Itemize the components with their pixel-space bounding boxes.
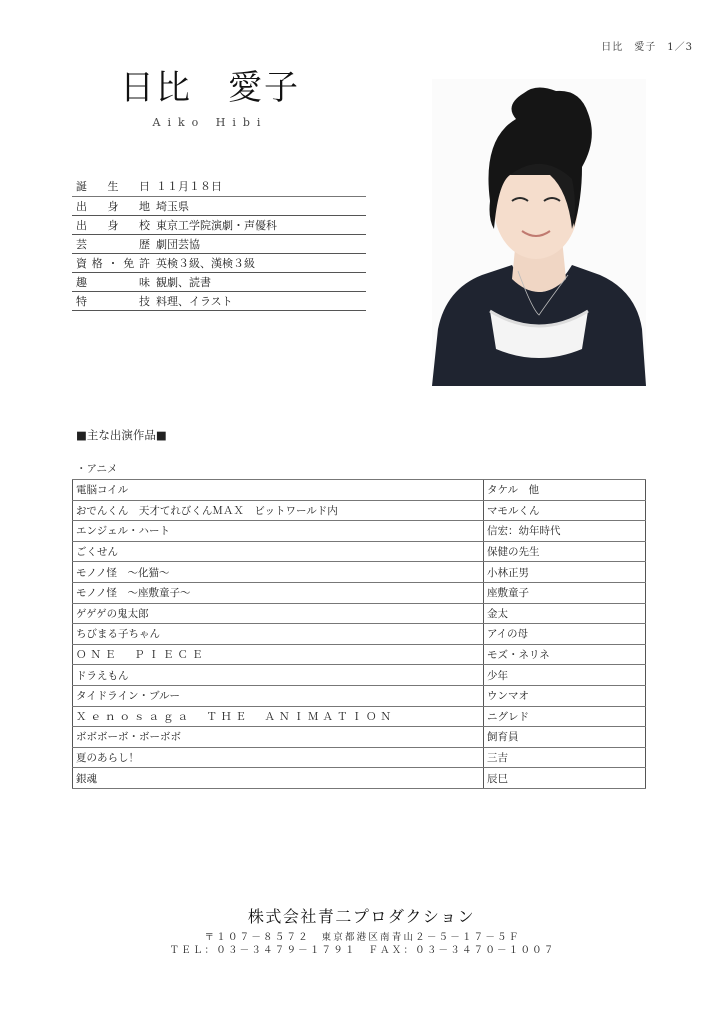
page-header (593, 27, 693, 53)
table-row (73, 480, 646, 501)
table-row (73, 706, 646, 727)
profile-label: 芸歴 (76, 237, 150, 251)
profile-row-school (72, 215, 366, 234)
table-row (73, 582, 646, 603)
profile-label: 出身地 (76, 199, 150, 213)
name-japanese: 日比 愛子 (120, 68, 300, 108)
work-role: 金太 (484, 603, 646, 624)
work-title: ごくせん (73, 541, 484, 562)
work-role: 信宏：幼年時代 (484, 521, 646, 542)
work-title: 銀魂 (73, 768, 484, 789)
work-role: モズ・ネリネ (484, 644, 646, 665)
name-block (100, 64, 320, 129)
profile-row-birthday (72, 177, 366, 196)
table-row (73, 768, 646, 789)
table-row (73, 747, 646, 768)
profile-label: 誕生日 (76, 180, 150, 194)
works-section-title: ■主な出演作品■ (76, 428, 167, 442)
table-row (73, 685, 646, 706)
table-row (73, 562, 646, 583)
work-role: 飼育員 (484, 727, 646, 748)
table-row (73, 665, 646, 686)
profile-label: 出身校 (76, 218, 150, 232)
profile-value: 劇団芸協 (156, 237, 200, 251)
work-title: ゲゲゲの鬼太郎 (73, 603, 484, 624)
profile-value: 埼玉県 (156, 199, 189, 213)
table-row (73, 624, 646, 645)
profile-row-career (72, 234, 366, 253)
work-title: ちびまる子ちゃん (73, 624, 484, 645)
works-table (72, 479, 646, 789)
works-category-anime: ・アニメ (76, 463, 118, 475)
company-contact: ＴＥＬ：０３－３４７９－１７９１ ＦＡＸ：０３－３４７０－１００７ (169, 945, 556, 956)
company-name: 株式会社青二プロダクション (247, 907, 476, 926)
table-row (73, 727, 646, 748)
table-row (73, 644, 646, 665)
work-role: マモルくん (484, 500, 646, 521)
company-address: 〒１０７－８５７２ 東京都港区南青山２－５－１７－５Ｆ (204, 932, 521, 943)
profile-table (72, 177, 366, 311)
profile-row-skills (72, 291, 366, 310)
profile-label: 資格・免許 (76, 256, 150, 270)
portrait-photo-icon (432, 79, 646, 386)
page-number: 1／3 (667, 42, 693, 53)
profile-row-qualifications (72, 253, 366, 272)
header-name: 日比 愛子 (601, 42, 657, 53)
work-role: 辰巳 (484, 768, 646, 789)
work-role: 小林正男 (484, 562, 646, 583)
name-romaji: Aiko Hibi (152, 116, 268, 129)
profile-row-hobbies (72, 272, 366, 291)
work-title: 電脳コイル (73, 480, 484, 501)
work-role: 保健の先生 (484, 541, 646, 562)
table-row (73, 500, 646, 521)
profile-value: 料理、イラスト (156, 294, 233, 308)
work-role: 少年 (484, 665, 646, 686)
work-title: ＯＮＥ ＰＩＥＣＥ (73, 644, 484, 665)
work-title: 夏のあらし！ (73, 747, 484, 768)
work-role: ウンマオ (484, 685, 646, 706)
work-role: アイの母 (484, 624, 646, 645)
profile-photo (432, 79, 646, 386)
profile-row-birthplace (72, 196, 366, 215)
profile-value: 英検３級、漢検３級 (156, 256, 255, 270)
work-role: 三吉 (484, 747, 646, 768)
work-title: Ｘｅｎｏｓａｇａ ＴＨＥ ＡＮＩＭＡＴＩＯＮ (73, 706, 484, 727)
table-row (73, 521, 646, 542)
work-role: タケル 他 (484, 480, 646, 501)
work-title: モノノ怪 ～座敷童子～ (73, 582, 484, 603)
work-title: ボボボーボ・ボーボボ (73, 727, 484, 748)
work-title: おでんくん 天才てれびくんＭＡＸ ビットワールド内 (73, 500, 484, 521)
work-title: エンジェル・ハート (73, 521, 484, 542)
profile-value: １１月１８日 (156, 180, 222, 194)
work-role: 座敷童子 (484, 582, 646, 603)
table-row (73, 603, 646, 624)
work-title: ドラえもん (73, 665, 484, 686)
profile-label: 特技 (76, 294, 150, 308)
profile-label: 趣味 (76, 275, 150, 289)
profile-value: 観劇、読書 (156, 275, 211, 289)
work-title: タイドライン・ブルー (73, 685, 484, 706)
work-title: モノノ怪 ～化猫～ (73, 562, 484, 583)
footer (0, 904, 725, 957)
table-row (73, 541, 646, 562)
profile-value: 東京工学院演劇・声優科 (156, 218, 277, 232)
work-role: ニグレド (484, 706, 646, 727)
